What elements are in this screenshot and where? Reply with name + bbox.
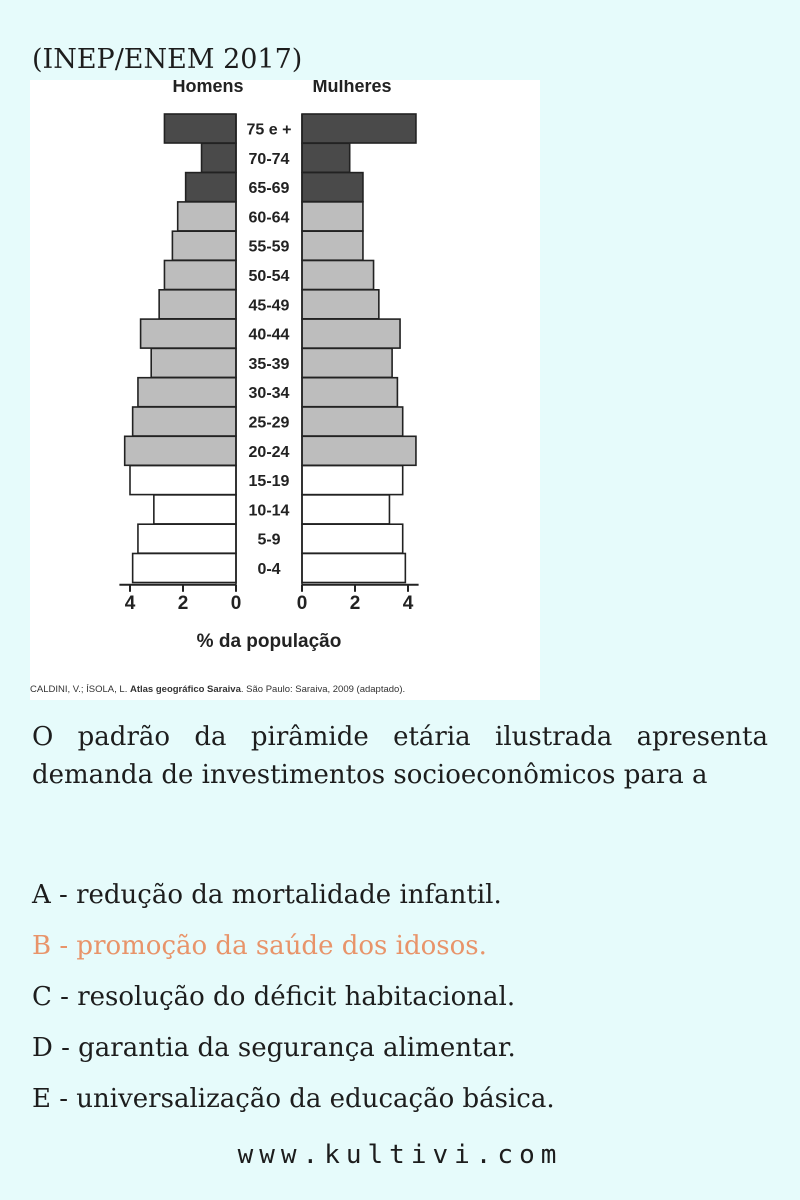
x-axis-label: % da população (196, 630, 342, 652)
option-c[interactable]: C - resolução do déficit habitacional. (32, 982, 516, 1012)
bar-homens-55-59 (172, 231, 236, 260)
bar-mulheres-25-29 (302, 407, 403, 436)
age-label-40-44: 40-44 (248, 326, 290, 344)
age-label-50-54: 50-54 (248, 268, 290, 285)
bar-mulheres-75 e + (302, 114, 416, 143)
bar-homens-25-29 (133, 407, 236, 436)
question-text: O padrão da pirâmide etária ilustrada apresenta demanda de investimentos socioeconômicos para a (32, 722, 768, 790)
bar-homens-75 e + (164, 114, 236, 143)
bar-homens-70-74 (202, 143, 236, 172)
bar-homens-20-24 (125, 436, 236, 465)
bar-homens-35-39 (151, 348, 236, 377)
bar-mulheres-35-39 (302, 348, 392, 377)
bar-mulheres-20-24 (302, 436, 416, 465)
bar-mulheres-70-74 (302, 143, 350, 172)
option-b[interactable]: B - promoção da saúde dos idosos. (32, 931, 487, 961)
tick-label-left-0: 0 (230, 592, 242, 614)
bar-homens-5-9 (138, 524, 236, 553)
caption-publisher: . São Paulo: Saraiva, 2009 (adaptado). (240, 684, 406, 695)
answer-options (32, 870, 555, 1125)
age-label-25-29: 25-29 (248, 414, 290, 432)
age-label-5-9: 5-9 (257, 531, 281, 549)
bar-homens-50-54 (164, 261, 236, 290)
tick-label-right-4: 4 (402, 592, 414, 614)
age-label-20-24: 20-24 (248, 443, 290, 461)
bar-mulheres-10-14 (302, 495, 389, 524)
bar-homens-10-14 (154, 495, 236, 524)
bar-mulheres-30-34 (302, 378, 397, 407)
age-label-75 e +: 75 e + (246, 121, 292, 139)
bar-mulheres-45-49 (302, 290, 379, 319)
bar-mulheres-65-69 (302, 173, 363, 202)
population-pyramid-figure (30, 80, 540, 700)
tick-label-right-2: 2 (349, 592, 361, 614)
bar-mulheres-5-9 (302, 524, 403, 553)
option-d[interactable]: D - garantia da segurança alimentar. (32, 1033, 516, 1063)
label-homens: Homens (172, 80, 244, 96)
bar-mulheres-15-19 (302, 466, 403, 495)
label-mulheres: Mulheres (312, 80, 392, 96)
bar-homens-45-49 (159, 290, 236, 319)
age-label-15-19: 15-19 (248, 473, 290, 491)
bar-mulheres-55-59 (302, 231, 363, 260)
tick-label-left-4: 4 (124, 592, 136, 614)
question-source: (INEP/ENEM 2017) (32, 44, 303, 75)
tick-label-left-2: 2 (177, 592, 189, 614)
option-e[interactable]: E - universalização da educação básica. (32, 1084, 555, 1114)
bar-mulheres-50-54 (302, 261, 374, 290)
bar-homens-60-64 (178, 202, 236, 231)
age-label-35-39: 35-39 (248, 355, 290, 373)
age-label-60-64: 60-64 (248, 209, 290, 227)
age-label-45-49: 45-49 (248, 297, 290, 315)
tick-label-right-0: 0 (296, 592, 308, 614)
bar-homens-0-4 (133, 554, 236, 583)
bar-homens-15-19 (130, 466, 236, 495)
bar-mulheres-60-64 (302, 202, 363, 231)
figure-caption (30, 684, 405, 695)
bar-mulheres-0-4 (302, 554, 405, 583)
age-label-70-74: 70-74 (248, 150, 290, 168)
age-label-10-14: 10-14 (248, 502, 290, 520)
caption-authors: CALDINI, V.; ÍSOLA, L. (30, 684, 128, 695)
caption-book: Atlas geográfico Saraiva (129, 684, 241, 695)
site-footer: www.kultivi.com (237, 1140, 563, 1170)
bar-homens-40-44 (141, 319, 236, 348)
bar-homens-30-34 (138, 378, 236, 407)
option-a[interactable]: A - redução da mortalidade infantil. (32, 880, 502, 910)
age-label-30-34: 30-34 (248, 385, 290, 403)
age-label-55-59: 55-59 (248, 238, 290, 256)
age-label-0-4: 0-4 (257, 561, 281, 578)
bar-homens-65-69 (186, 173, 236, 202)
bar-mulheres-40-44 (302, 319, 400, 348)
population-pyramid-chart (30, 80, 540, 680)
age-label-65-69: 65-69 (248, 180, 290, 198)
